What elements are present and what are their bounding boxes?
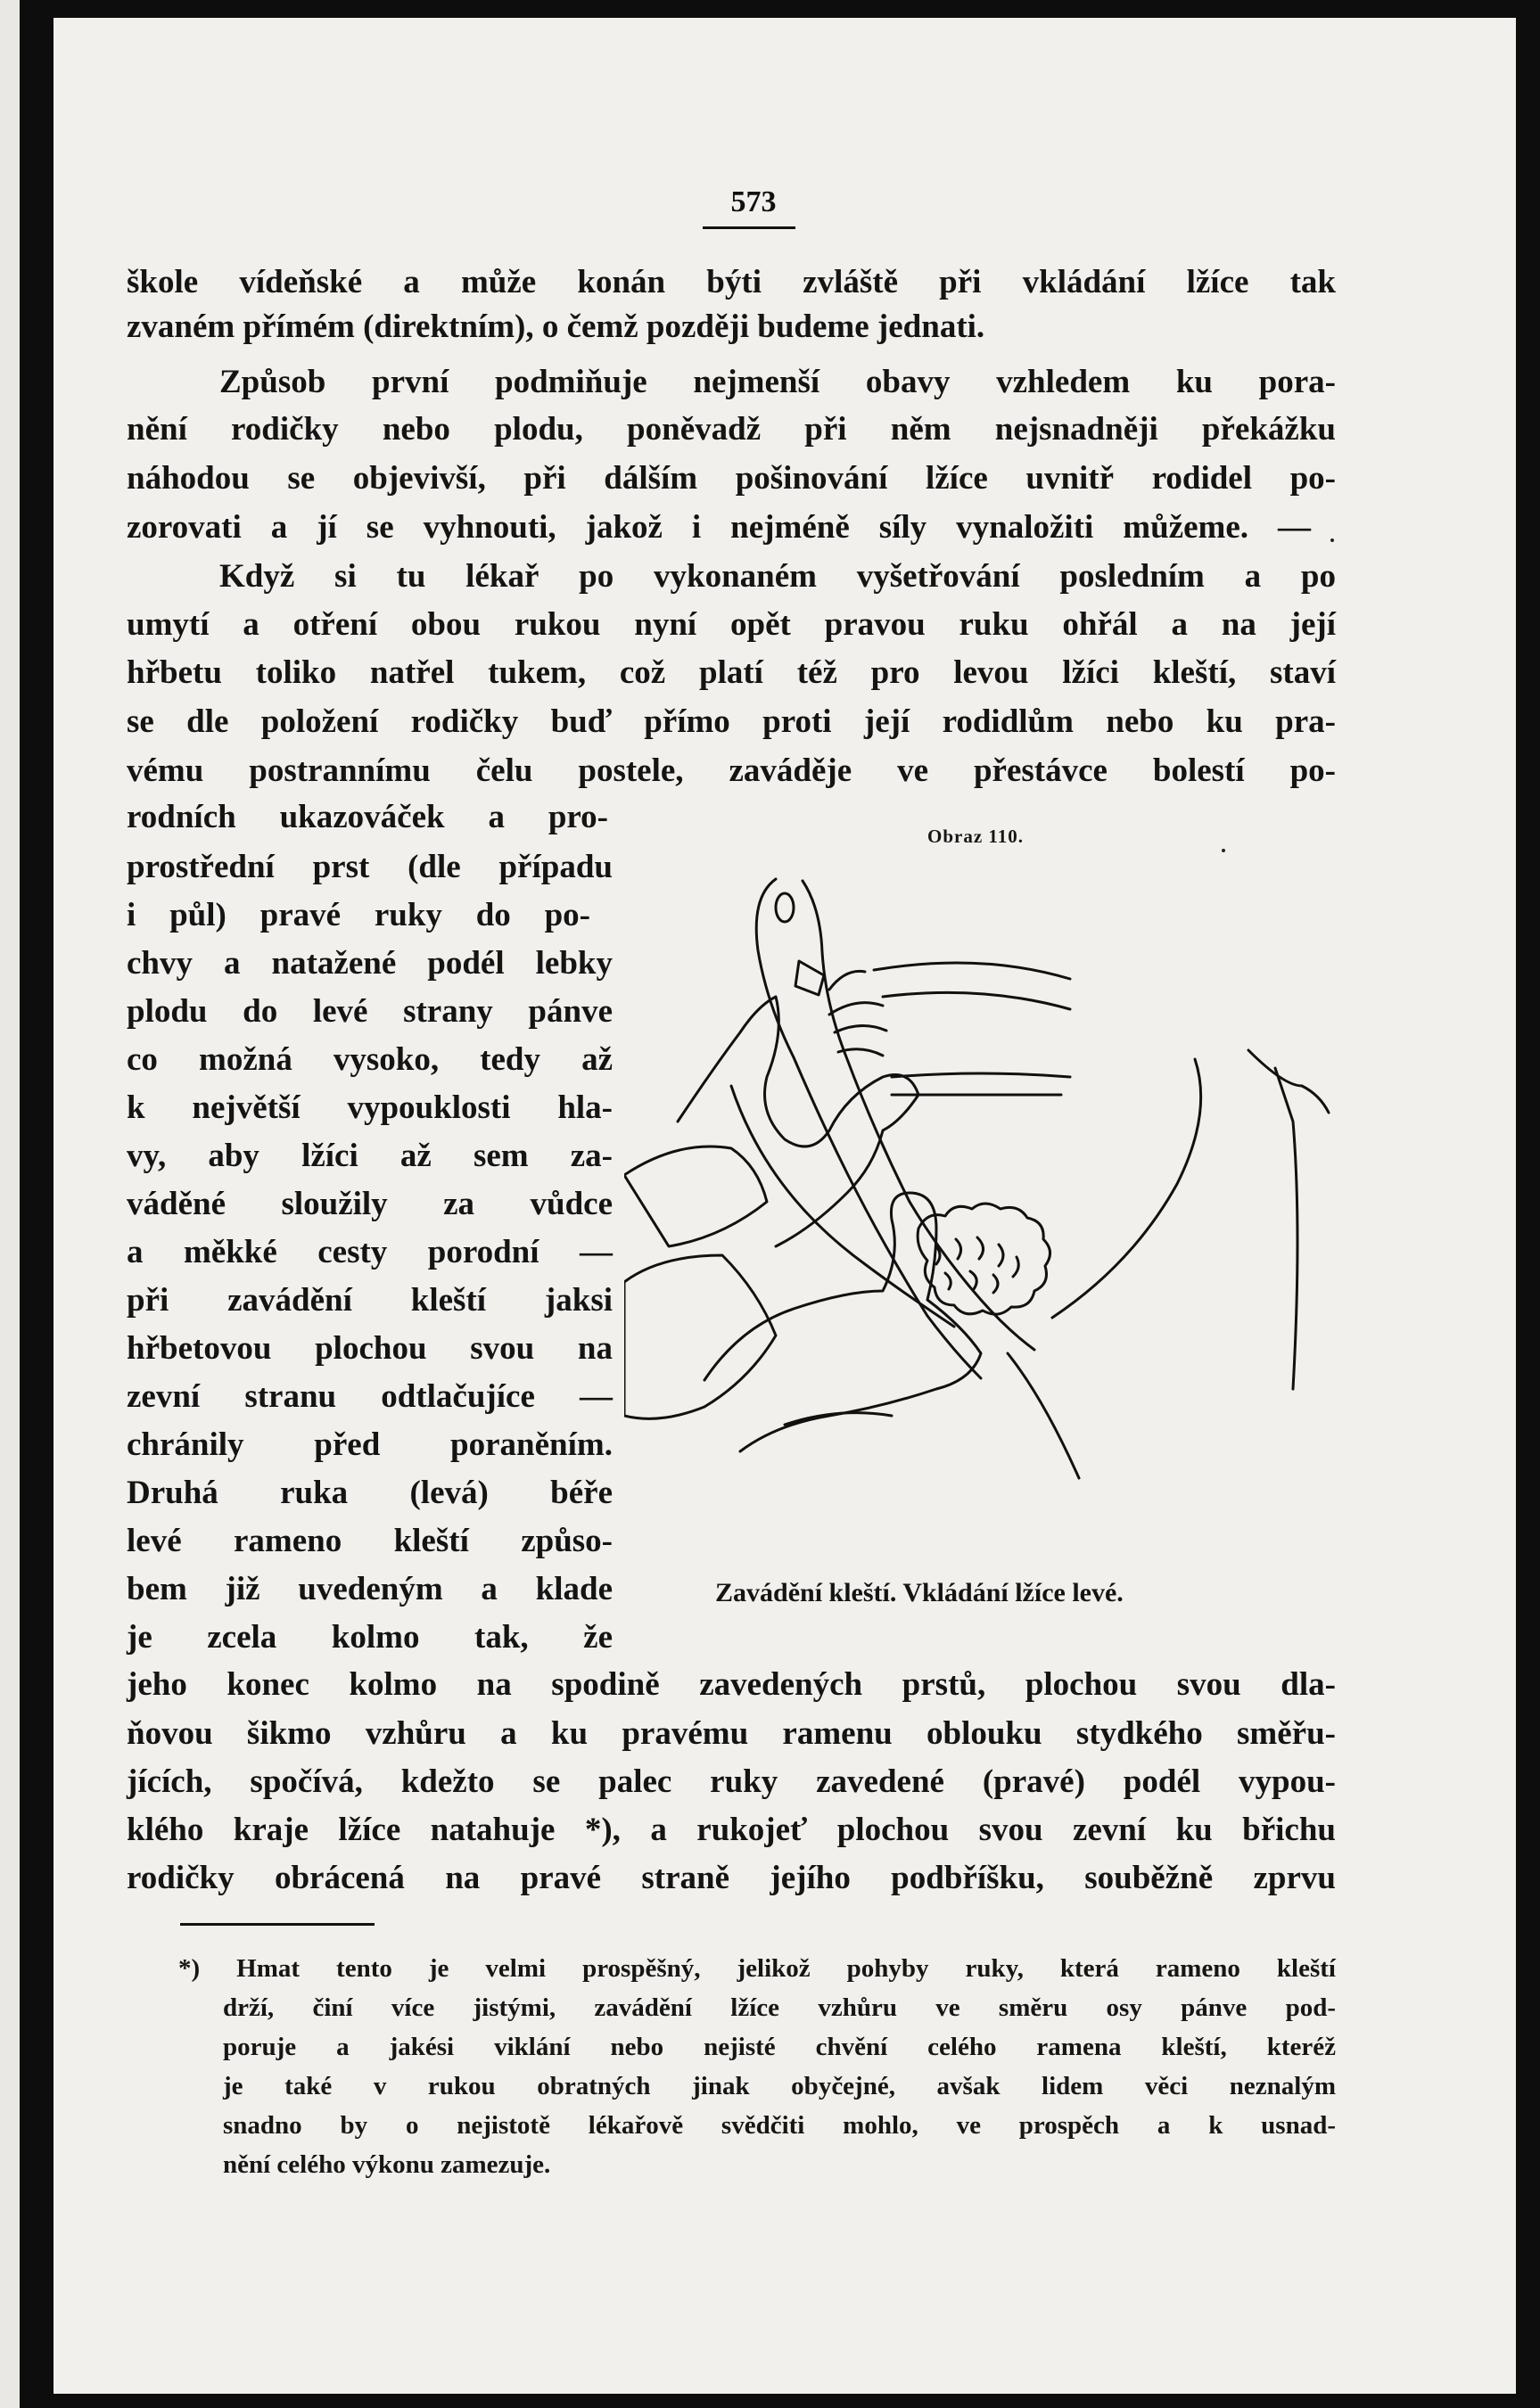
thigh-left — [731, 1086, 954, 1327]
text-line: náhodou se objevivší, při dálším pošinování lžíce uvnitř rodidel po- — [127, 460, 1336, 497]
text-line: zorovati a jí se vyhnouti, jakož i nejméně síly vynaložiti můžeme. — — [127, 509, 1311, 546]
text-line: bem již uvedeným a klade — [127, 1571, 613, 1607]
text-line: rodičky obrácená na pravé straně jejího podbříšku, souběžně zprvu — [127, 1860, 1336, 1896]
text-line: rodních ukazováček a pro- — [127, 799, 608, 835]
text-line: váděné sloužily za vůdce — [127, 1186, 613, 1222]
text-line: Druhá ruka (levá) béře — [127, 1475, 613, 1511]
text-line: se dle položení rodičky buď přímo proti její rodidlům nebo ku pra- — [127, 703, 1336, 740]
text-line: škole vídeňské a může konán býti zvláště při vkládání lžíce tak — [127, 264, 1336, 300]
text-line: zvaném přímém (direktním), o čemž později budeme jednati. — [127, 308, 985, 345]
page-number: 573 — [730, 185, 777, 218]
text-line: hřbetu toliko natřel tukem, což platí též pro levou lžíci kleští, staví — [127, 654, 1336, 691]
forceps-lock — [795, 961, 824, 995]
thigh-right — [1052, 1059, 1201, 1318]
figure-caption: Zavádění kleští. Vkládání lžíce levé. — [715, 1578, 1124, 1607]
text-line: chránily před poraněním. — [127, 1426, 613, 1463]
lower-contour — [785, 1353, 1079, 1478]
text-line: co možná vysoko, tedy až — [127, 1041, 613, 1078]
text-line: Když si tu lékař po vykonaném vyšetřování posledním a po — [219, 558, 1336, 595]
text-line: Způsob první podmiňuje nejmenší obavy vzhledem ku pora- — [219, 364, 1336, 400]
hair — [918, 1204, 1050, 1314]
figure-label: Obraz 110. — [927, 826, 1024, 847]
upper-hand-fingers — [829, 971, 886, 1056]
footnote-line: *) Hmat tento je velmi prospěšný, jelikož pohyby ruky, která rameno kleští — [178, 1954, 1336, 1983]
book-page — [54, 18, 1516, 2394]
footnote-rule — [180, 1923, 375, 1926]
text-line: prostřední prst (dle případu — [127, 849, 613, 885]
footnote-line: je také v rukou obratných jinak obyčejné, avšak lidem věci neznalým — [223, 2072, 1336, 2100]
text-line: hřbetovou plochou svou na — [127, 1330, 613, 1367]
footnote-line: drží, činí více jistými, zavádění lžíce vzhůru ve směru osy pánve pod- — [223, 1993, 1336, 2022]
text-line: ňovou šikmo vzhůru a ku pravému ramenu oblouku stydkého směřu- — [127, 1715, 1336, 1752]
text-line: a měkké cesty porodní — — [127, 1234, 613, 1270]
text-line: při zavádění kleští jaksi — [127, 1282, 613, 1319]
footnote-line: nění celého výkonu zamezuje. — [223, 2150, 551, 2179]
text-line: plodu do levé strany pánve — [127, 993, 613, 1030]
text-line: k největší vypouklosti hla- — [127, 1089, 613, 1126]
footnote-line: snadno by o nejistotě lékařově svědčiti mohlo, ve prospěch a k usnad- — [223, 2111, 1336, 2140]
upper-hand — [678, 997, 918, 1246]
text-line: jících, spočívá, kdežto se palec ruky zavedené (pravé) podél vypou- — [127, 1763, 1336, 1800]
thigh-far-right — [1275, 1068, 1297, 1389]
text-line: je zcela kolmo tak, že — [127, 1619, 613, 1656]
text-line: nění rodičky nebo plodu, poněvadž při něm nejsnadněji překážku — [127, 411, 1336, 448]
upper-sleeve — [624, 1146, 767, 1246]
lower-sleeve — [624, 1255, 776, 1418]
text-line: jeho konec kolmo na spodině zavedených prstů, plochou svou dla- — [127, 1666, 1336, 1703]
adjacent-page-edge — [0, 0, 20, 2408]
scan-speck — [1222, 849, 1225, 852]
text-line: i půl) pravé ruky do po- — [127, 897, 590, 933]
text-line: umytí a otření obou rukou nyní opět pravou ruku ohřál a na její — [127, 606, 1336, 643]
text-line: vému postrannímu čelu postele, zaváděje ve přestávce bolestí po- — [127, 752, 1336, 789]
text-line: vy, aby lžíci až sem za- — [127, 1138, 613, 1174]
page-number-rule — [703, 226, 795, 229]
forceps-eye — [776, 893, 794, 922]
scan-speck — [1330, 538, 1334, 542]
text-line: levé rameno kleští způso- — [127, 1523, 613, 1559]
text-line: zevní stranu odtlačujíce — — [127, 1378, 613, 1415]
forceps-illustration — [624, 854, 1338, 1558]
text-line: klého kraje lžíce natahuje *), a rukojeť plochou svou zevní ku břichu — [127, 1812, 1336, 1848]
text-line: chvy a natažené podél lebky — [127, 945, 613, 982]
footnote-line: poruje a jakési viklání nebo nejisté chvění celého ramena kleští, kteréž — [223, 2033, 1336, 2061]
